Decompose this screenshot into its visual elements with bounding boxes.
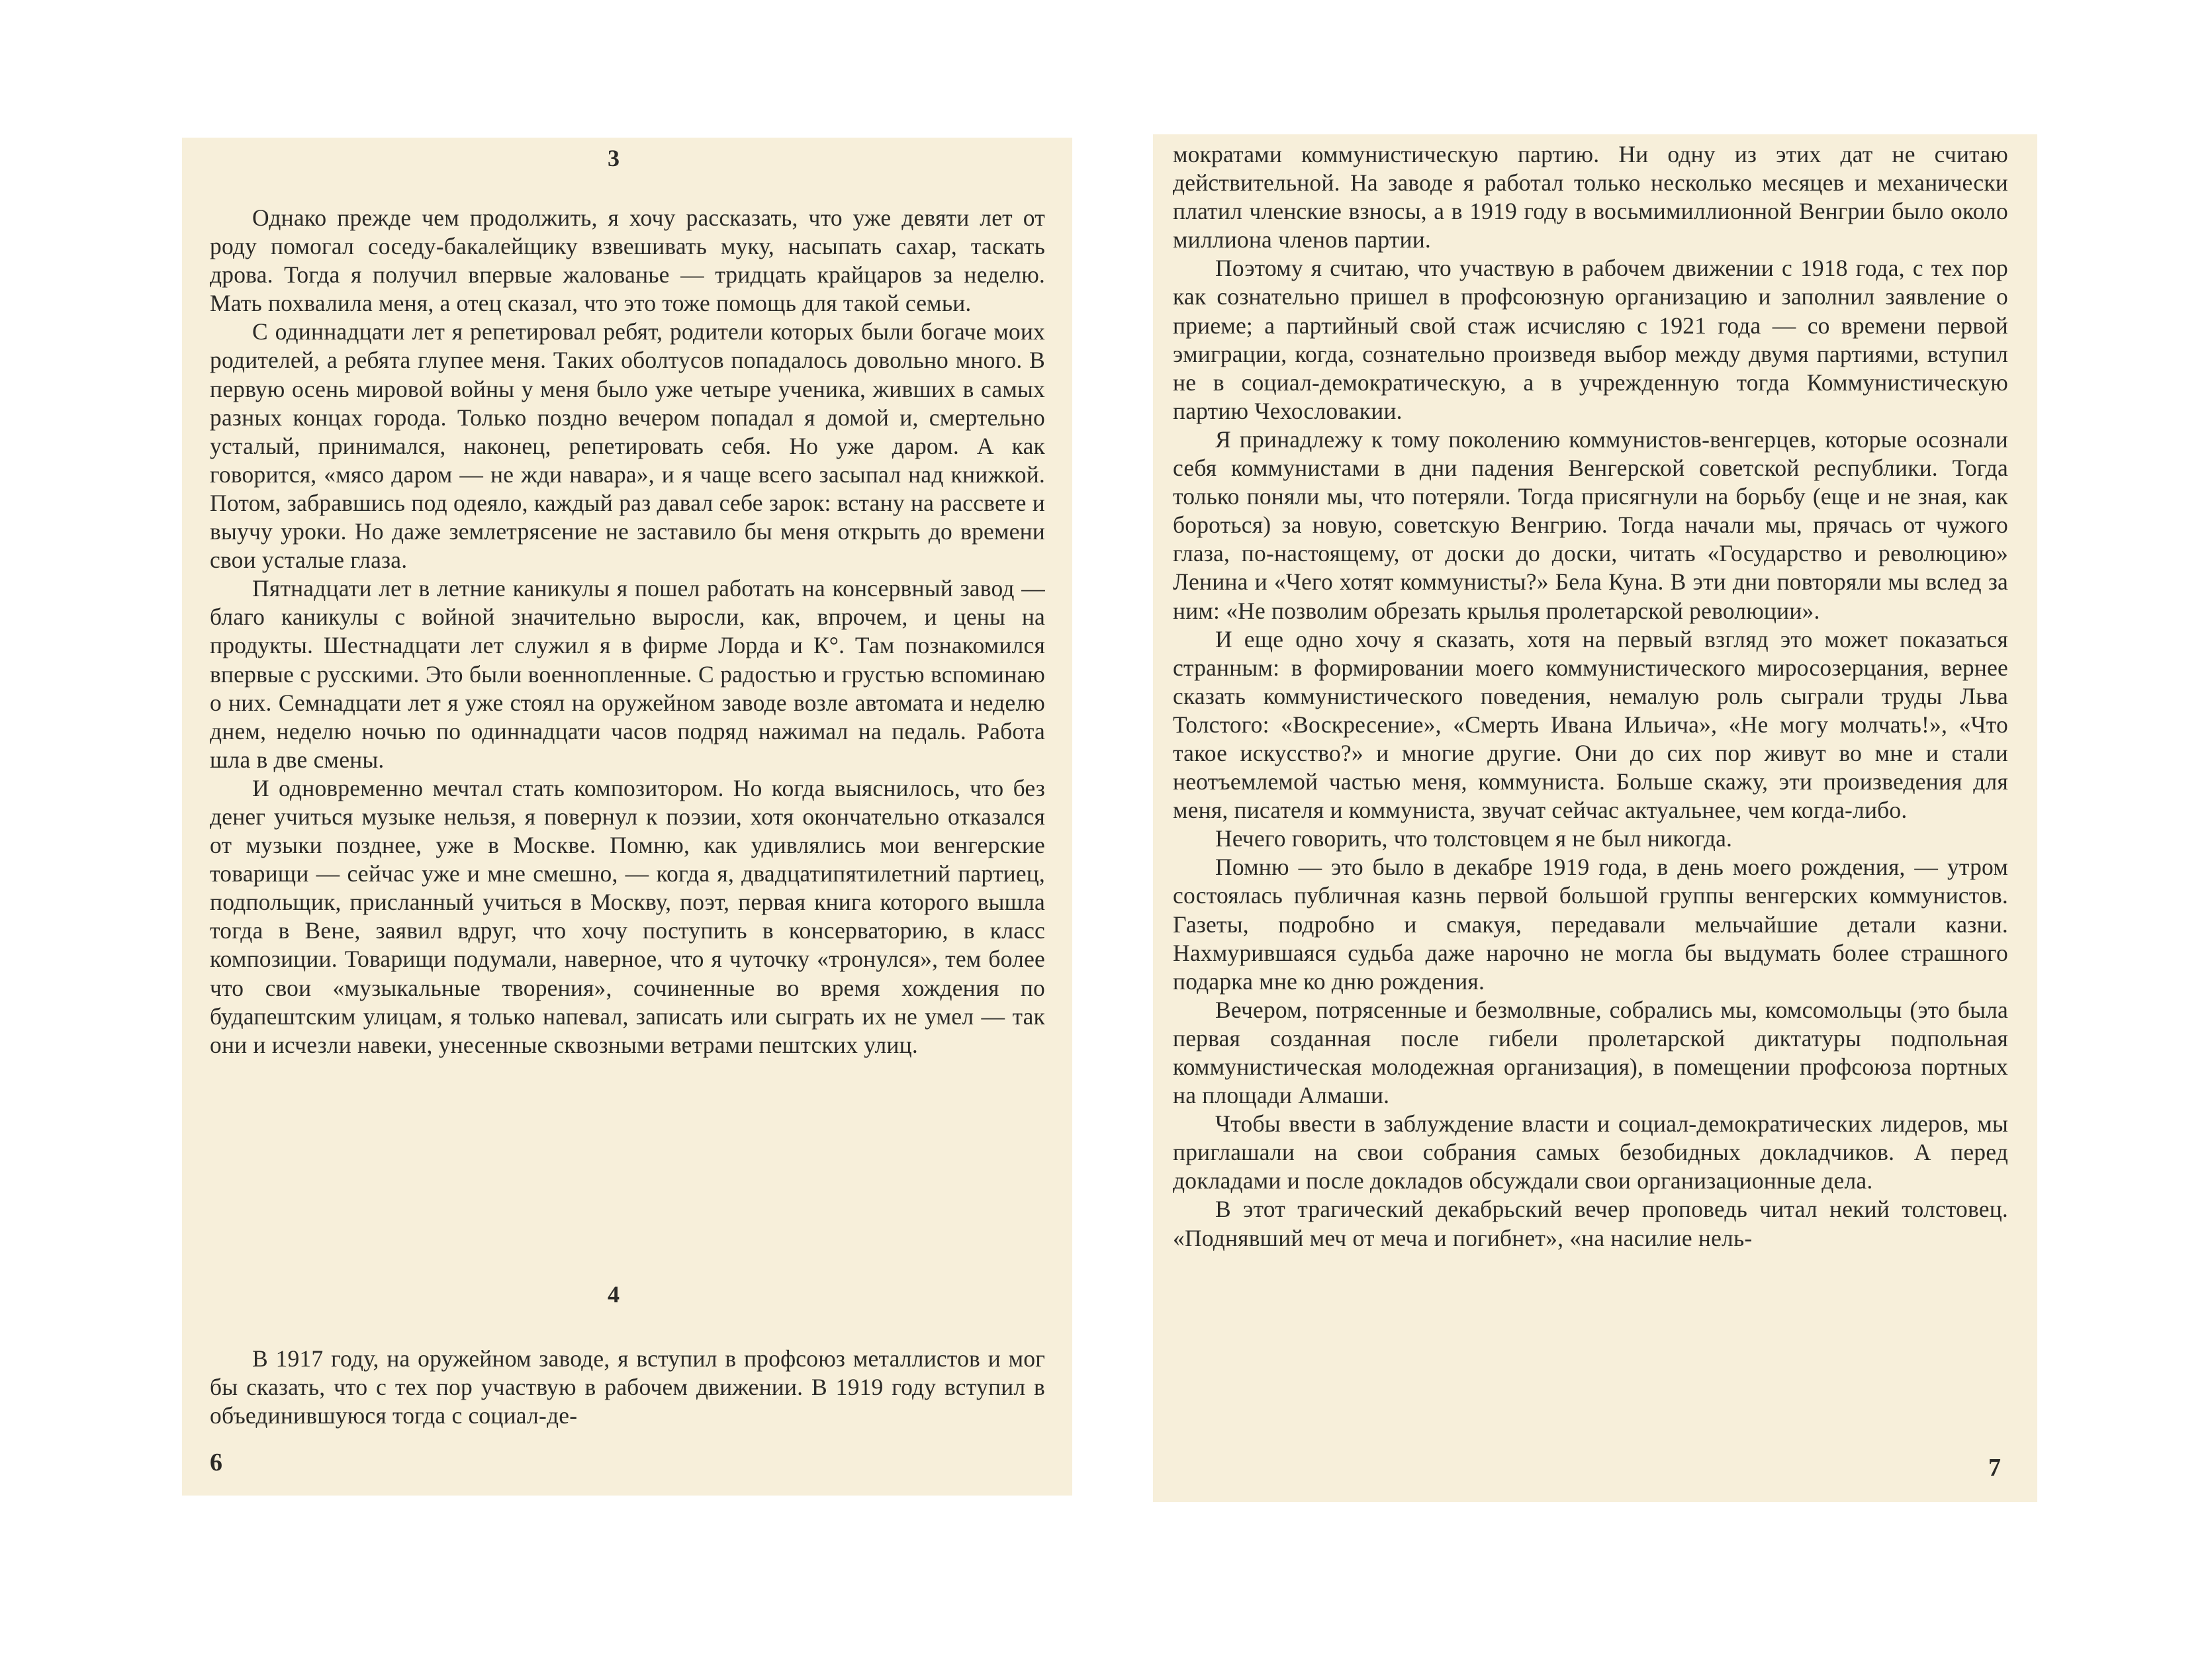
paragraph: С одиннадцати лет я репетировал ребят, родители которых были богаче моих родителей, а ребята глупее меня. Таких оболтусов попадалось довольно много. В первую осень мировой войны у меня было уже четыре ученика, живших в самых разных концах города. Только поздно вечером попадал я домой и, смертельно усталый, принимался, наконец, репетировать себя. Но уже даром. А как говорится, «мясо даром — не жди навара», и я чаще всего засыпал над книжкой. Потом, забравшись под одеяло, каждый раз давал себе зарок: встану на рассвете и выучу уроки. Но даже землетрясение не заставило бы меня открыть до времени свои усталые глаза. bbox=[210, 318, 1045, 574]
paragraph: И еще одно хочу я сказать, хотя на первый взгляд это может показаться странным: в формировании моего коммунистического миросозерцания, вернее сказать коммунистического поведения, немалую роль сыграли труды Льва Толстого: «Воскресение», «Смерть Ивана Ильича», «Не могу молчать!», «Что такое искусство?» и многие другие. Они до сих пор живут во мне и стали неотъемлемой частью меня, коммуниста. Больше скажу, эти произведения для меня, писателя и коммуниста, звучат сейчас актуальнее, чем когда-либо. bbox=[1173, 625, 2008, 824]
page-number-right: 7 bbox=[1988, 1454, 2001, 1482]
paragraph: Чтобы ввести в заблуждение власти и социал-демократических лидеров, мы приглашали на свои собрания самых безобидных докладчиков. А перед докладами и после докладов обсуждали свои организационные дела. bbox=[1173, 1110, 2008, 1194]
section-4-text bbox=[210, 1345, 1045, 1430]
left-page bbox=[182, 138, 1072, 1496]
paragraph: Вечером, потрясенные и безмолвные, собрались мы, комсомольцы (это была первая созданная после гибели пролетарской диктатуры подпольная коммунистическая молодежная организация), в помещении профсоюза портных на площади Алмаши. bbox=[1173, 996, 2008, 1109]
section-number-4: 4 bbox=[608, 1281, 620, 1308]
paragraph: В 1917 году, на оружейном заводе, я вступил в профсоюз металлистов и мог бы сказать, что с тех пор участвую в рабочем движении. В 1919 году вступил в объединившуюся тогда с социал-де- bbox=[210, 1345, 1045, 1429]
paragraph: В этот трагический декабрьский вечер проповедь читал некий толстовец. «Поднявший меч от меча и погибнет», «на насилие нель- bbox=[1173, 1196, 2008, 1251]
paragraph: Однако прежде чем продолжить, я хочу рассказать, что уже девяти лет от роду помогал соседу-бакалейщику взвешивать муку, насыпать сахар, таскать дрова. Тогда я получил впервые жалованье — тридцать крайцаров за неделю. Мать похвалила меня, а отец сказал, что это тоже помощь для такой семьи. bbox=[210, 204, 1045, 317]
right-page bbox=[1153, 134, 2037, 1502]
paragraph: Пятнадцати лет в летние каникулы я пошел работать на консервный завод — благо каникулы с войной значительно выросли, как, впрочем, и цены на продукты. Шестнадцати лет служил я в фирме Лорда и К°. Там познакомился впервые с русскими. Это были военнопленные. С радостью и грустью вспоминаю о них. Семнадцати лет я уже стоял на оружейном заводе возле автомата и неделю днем, неделю ночью по одиннадцати часов подряд нажимал на педаль. Работа шла в две смены. bbox=[210, 575, 1045, 773]
paragraph: Я принадлежу к тому поколению коммунистов-венгерцев, которые осознали себя коммунистами в дни падения Венгерской советской республики. Тогда только поняли мы, что потеряли. Тогда присягнули на борьбу (еще и не зная, как бороться) за новую, советскую Венгрию. Тогда начали мы, прячась от чужого глаза, по-настоящему, от доски до доски, читать «Государство и революцию» Ленина и «Чего хотят коммунисты?» Бела Куна. В эти дни повторяли мы вслед за ним: «Не позволим обрезать крылья пролетарской революции». bbox=[1173, 425, 2008, 624]
paragraph: И одновременно мечтал стать композитором. Но когда выяснилось, что без денег учиться музыке нельзя, я повернул к поэзии, хотя окончательно отказался от музыки позднее, уже в Москве. Помню, как удивлялись мои венгерские товарищи — сейчас уже и мне смешно, — когда я, двадцатипятилетний партиец, подпольщик, присланный учиться в Москву, поэт, первая книга которого вышла тогда в Вене, заявил вдруг, что хочу поступить в консерваторию, в класс композиции. Товарищи подумали, наверное, что я чуточку «тронулся», тем более что свои «музыкальные творения», сочиненные во время хождения по будапештским улицам, я только напевал, записать или сыграть их не умел — так они и исчезли навеки, унесенные сквозными ветрами пештских улиц. bbox=[210, 774, 1045, 1058]
right-page-text bbox=[1173, 140, 2008, 1253]
page-number-left: 6 bbox=[210, 1449, 222, 1476]
paragraph: Поэтому я считаю, что участвую в рабочем движении с 1918 года, с тех пор как сознательно пришел в профсоюзную организацию и заполнил заявление о приеме; а партийный свой стаж исчисляю с 1921 года — со времени первой эмиграции, когда, сознательно произведя выбор между двумя партиями, вступил не в социал-демократическую, а в учрежденную тогда Коммунистическую партию Чехословакии. bbox=[1173, 255, 2008, 424]
paragraph: Помню — это было в декабре 1919 года, в день моего рождения, — утром состоялась публичная казнь первой большой группы венгерских коммунистов. Газеты, подробно и смакуя, передавали мельчайшие детали казни. Нахмурившаяся судьба даже нарочно не могла бы выдумать более страшного подарка мне ко дню рождения. bbox=[1173, 854, 2008, 995]
section-number-3: 3 bbox=[608, 145, 620, 171]
section-3-text bbox=[210, 204, 1045, 1059]
paragraph: Нечего говорить, что толстовцем я не был никогда. bbox=[1215, 825, 1733, 852]
paragraph: мократами коммунистическую партию. Ни одну из этих дат не считаю действительной. На заводе я работал только несколько месяцев и механически платил членские взносы, а в 1919 году в восьмимиллионной Венгрии было около миллиона членов партии. bbox=[1173, 141, 2008, 253]
